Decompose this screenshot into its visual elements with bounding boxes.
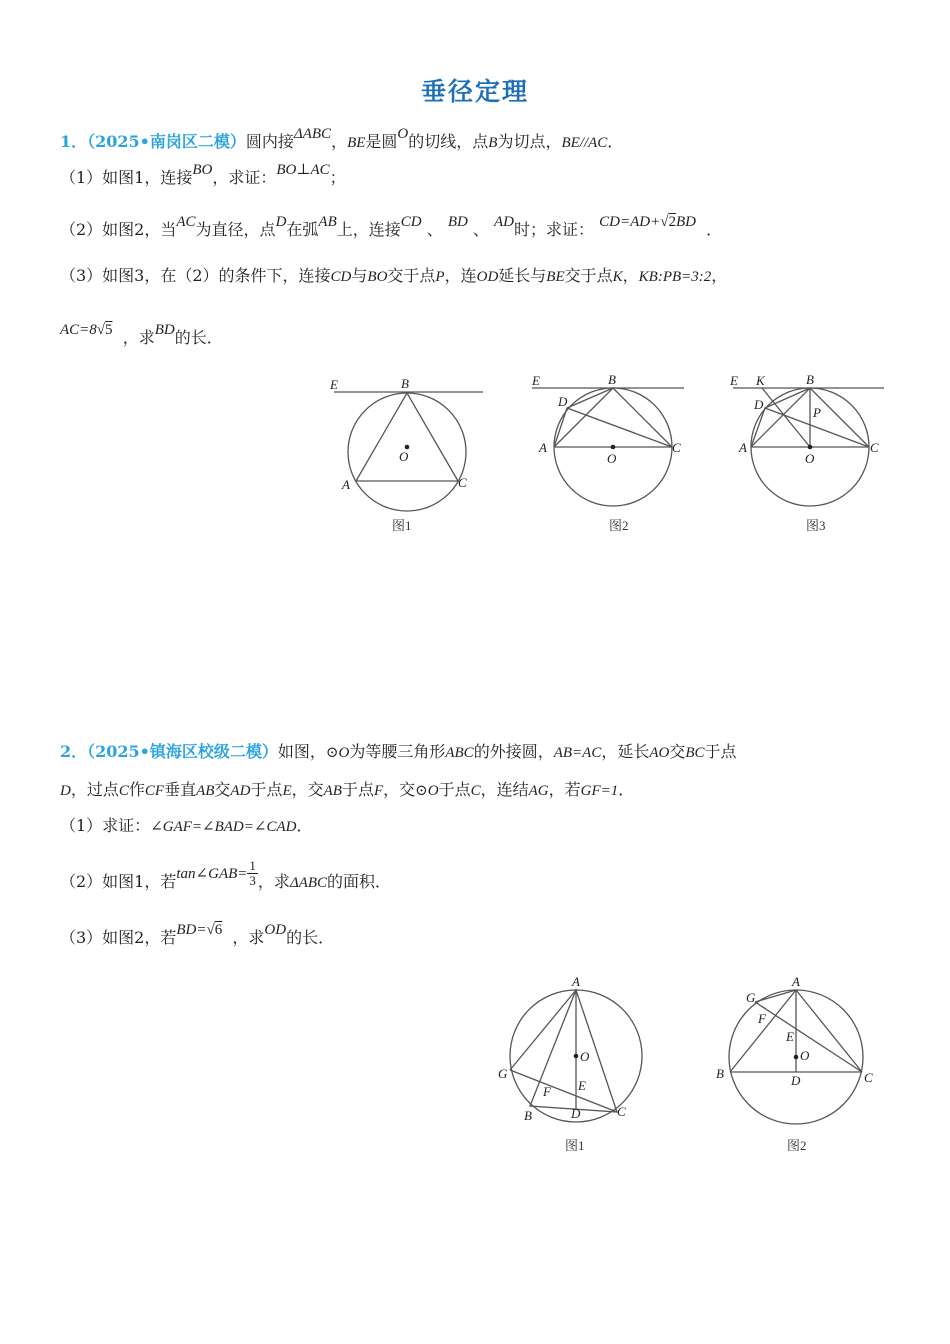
q2-math: AO xyxy=(649,745,670,761)
q2-fig2-label: E xyxy=(786,1029,794,1044)
q2-text: ，交 xyxy=(383,780,416,799)
q1-text: ， xyxy=(331,132,348,151)
q2-math: BC xyxy=(685,745,705,761)
q2-fig2-label: A xyxy=(792,974,800,989)
q2-text: 交 xyxy=(214,780,231,799)
q1-text: ． xyxy=(607,132,624,151)
q1-math: CD xyxy=(330,269,352,285)
q1-text: （2）如图2，当 xyxy=(60,220,177,239)
q2-text: 的外接圆， xyxy=(473,742,554,761)
fig3-label: K xyxy=(756,373,765,388)
q2-math: ABC xyxy=(445,745,474,761)
q2-math: AB xyxy=(323,783,342,799)
q1-text: ，连 xyxy=(444,266,477,285)
fig2-segments-ab-bc xyxy=(554,388,672,447)
q2-fig2-center-dot xyxy=(794,1055,799,1060)
fig1-caption: 图1 xyxy=(392,518,412,533)
q2-text: 垂直 xyxy=(164,780,197,799)
q1-text: 的长． xyxy=(174,328,223,347)
q2-fig2-label: F xyxy=(758,1011,766,1026)
q2-text: ，若 xyxy=(548,780,581,799)
q1-ac-value xyxy=(60,322,113,338)
q2-text: 如图， xyxy=(277,742,326,761)
q1-part2-equation xyxy=(599,214,696,230)
q2-math: GF=1 xyxy=(580,783,619,799)
q2-part2 xyxy=(60,858,900,897)
q1-math: CD xyxy=(400,214,422,230)
q1-text: 的切线，点 xyxy=(408,132,489,151)
q1-part3-cont xyxy=(60,322,900,351)
q2-fig2-label: G xyxy=(746,990,756,1005)
q1-text: （1）如图1，连接 xyxy=(60,168,193,187)
q2-math: 6 xyxy=(214,922,223,938)
q2-fig1-label: G xyxy=(498,1066,508,1081)
q2-fig1-label: D xyxy=(571,1106,581,1121)
fig1-label: O xyxy=(399,449,409,464)
q2-part3 xyxy=(60,922,900,951)
q1-text: 上，连接 xyxy=(336,220,401,239)
q2-text: ，求 xyxy=(232,928,265,947)
q2-bd-value xyxy=(176,922,222,938)
q1-math: 5 xyxy=(105,322,113,338)
q1-math: O xyxy=(397,126,409,142)
q1-text: 与 xyxy=(351,266,368,285)
q2-text: 作 xyxy=(128,780,145,799)
q1-text: 在弧 xyxy=(286,220,319,239)
q2-fig1-caption: 图1 xyxy=(565,1138,585,1153)
fig1-triangle xyxy=(356,393,458,481)
q2-text: ，延长 xyxy=(601,742,650,761)
q2-fig1-segment-ag xyxy=(510,990,576,1070)
q1-part3 xyxy=(60,264,900,289)
q1-math: 2 xyxy=(668,214,676,230)
q2-text: （1）求证： xyxy=(60,816,151,835)
q1-math: ΔABC xyxy=(293,126,332,142)
fig3-label: C xyxy=(870,440,879,455)
q2-math: E xyxy=(282,783,292,799)
fig3-segment-ko xyxy=(762,388,810,447)
q1-math: √ xyxy=(96,322,106,338)
q1-math: AB xyxy=(318,214,337,230)
q1-math: BO xyxy=(367,269,388,285)
q2-number: 2． xyxy=(60,742,88,761)
q2-figures xyxy=(490,970,890,1160)
fig2-label: B xyxy=(608,372,616,387)
q2-math: AB xyxy=(196,783,215,799)
q2-math: ⊙O xyxy=(415,783,439,799)
q2-math: ⊙O xyxy=(325,745,350,761)
q1-math: AC xyxy=(176,214,196,230)
q1-math: BE xyxy=(546,269,565,285)
q2-fig1-label: C xyxy=(617,1104,626,1119)
q1-text: 延长与 xyxy=(498,266,547,285)
fig3-label: B xyxy=(806,372,814,387)
q2-math: F xyxy=(373,783,384,799)
q2-fig1-segment-gc xyxy=(510,1070,617,1112)
q2-stem xyxy=(60,740,900,765)
q2-math: AG xyxy=(528,783,549,799)
q1-text: ， xyxy=(711,266,728,285)
q2-math: AB=AC xyxy=(553,745,602,761)
q1-math: BO xyxy=(192,162,213,178)
fig2-segment-dc xyxy=(567,408,672,447)
q1-math: KB:PB=3:2 xyxy=(638,269,712,285)
page-title: 垂径定理 xyxy=(420,77,529,106)
q1-math: D xyxy=(275,214,287,230)
q2-fig2-label: D xyxy=(791,1073,801,1088)
fig2-center-dot xyxy=(611,445,616,450)
q1-source: （2025•南岗区二模） xyxy=(87,132,246,151)
q2-text: ． xyxy=(296,816,313,835)
fig1-label: B xyxy=(401,376,409,391)
q1-stem xyxy=(60,126,900,155)
q1-math: BO⊥AC xyxy=(276,162,330,178)
q2-text: 的面积． xyxy=(327,872,392,891)
q2-text: ，过点 xyxy=(70,780,119,799)
q1-math: B xyxy=(488,135,498,151)
fig1-label: E xyxy=(330,377,338,392)
q1-math: BE xyxy=(347,135,366,151)
q2-math: √ xyxy=(206,922,215,938)
fig3-label: P xyxy=(813,405,821,420)
q2-fig1-label: A xyxy=(572,974,580,989)
q1-text: 为切点， xyxy=(497,132,562,151)
q2-math: CF xyxy=(144,783,165,799)
q1-figures xyxy=(320,370,900,540)
q2-math: ∠GAF=∠BAD=∠CAD xyxy=(150,819,297,835)
q2-source: （2025•镇海区校级二模） xyxy=(87,742,278,761)
fig1-label: A xyxy=(342,477,350,492)
q1-math: K xyxy=(612,269,623,285)
fig2-label: O xyxy=(607,451,617,466)
fig3-label: O xyxy=(805,451,815,466)
q1-text: 是圆 xyxy=(365,132,398,151)
q1-text: 交于点 xyxy=(564,266,613,285)
q1-math: BD xyxy=(154,322,175,338)
fig3-label: E xyxy=(730,373,738,388)
q2-text: ． xyxy=(618,780,635,799)
q1-math: OD xyxy=(476,269,499,285)
q2-text: 于点 xyxy=(704,742,737,761)
q1-math: AC=8 xyxy=(60,322,97,338)
q1-text: 、 xyxy=(426,220,443,239)
q2-text: ，求 xyxy=(257,872,290,891)
q2-math: C xyxy=(118,783,129,799)
q2-math: OD xyxy=(264,922,287,938)
q2-math: AD xyxy=(230,783,251,799)
q1-math: BD xyxy=(447,214,468,230)
q1-text: 圆内接 xyxy=(245,132,294,151)
q2-math: tan∠GAB= xyxy=(176,866,248,882)
q1-text: 时；求证： xyxy=(514,220,595,239)
q2-text: （2）如图1，若 xyxy=(60,872,177,891)
q2-text: （3）如图2，若 xyxy=(60,928,177,947)
q1-text: （3）如图3，在（2）的条件下，连接 xyxy=(60,266,331,285)
fig1-label: C xyxy=(458,475,467,490)
q1-math: BE//AC xyxy=(561,135,608,151)
fig2-caption: 图2 xyxy=(609,518,629,533)
fig3-center-dot xyxy=(808,445,813,450)
q1-part1 xyxy=(60,162,900,191)
q1-text: 、 xyxy=(472,220,489,239)
fraction-numerator: 1 xyxy=(249,858,256,873)
q1-text: ； xyxy=(329,168,346,187)
q2-fig1-label: O xyxy=(580,1049,590,1064)
fig3-label: D xyxy=(754,397,764,412)
q2-fraction xyxy=(247,859,258,888)
q2-fig1-center-dot xyxy=(574,1054,579,1059)
fig2-label: A xyxy=(539,440,547,455)
q2-text: 于点 xyxy=(341,780,374,799)
q1-math: CD=AD+ xyxy=(599,214,661,230)
q1-text: 为直径，点 xyxy=(195,220,276,239)
q1-math: P xyxy=(435,269,445,285)
q2-fig2-caption: 图2 xyxy=(787,1138,807,1153)
q1-text: 交于点 xyxy=(387,266,436,285)
q2-text: 交 xyxy=(669,742,686,761)
q1-math: BD xyxy=(675,214,696,230)
q2-math: ΔABC xyxy=(289,875,328,891)
q1-text: ． xyxy=(706,220,723,239)
q1-text: ， xyxy=(622,266,639,285)
q2-text: ，交 xyxy=(291,780,324,799)
q2-fig2-label: O xyxy=(800,1048,810,1063)
q2-text: 的长． xyxy=(286,928,335,947)
fig2-label: C xyxy=(672,440,681,455)
q2-fig1-label: E xyxy=(578,1078,586,1093)
q2-fig1-label: F xyxy=(543,1084,551,1099)
q2-math: D xyxy=(60,783,71,799)
q2-fig2-segment-ag xyxy=(755,990,796,1002)
q1-math: √ xyxy=(660,214,669,230)
q2-math: BD= xyxy=(176,922,207,938)
q1-text: ，求证： xyxy=(212,168,277,187)
fraction-denominator: 3 xyxy=(249,873,256,888)
fig3-caption: 图3 xyxy=(806,518,826,533)
q1-math: AD xyxy=(494,214,515,230)
q1-text: ，求 xyxy=(122,328,155,347)
q1-part2 xyxy=(60,214,900,243)
q2-text: ，连结 xyxy=(480,780,529,799)
q2-fig2-label: C xyxy=(864,1070,873,1085)
q2-fig1-label: B xyxy=(524,1108,532,1123)
q2-text: 于点 xyxy=(250,780,283,799)
q2-math: C xyxy=(470,783,481,799)
q1-number: 1． xyxy=(60,132,88,151)
q2-part1 xyxy=(60,814,900,839)
q2-text: 为等腰三角形 xyxy=(349,742,446,761)
q2-stem-cont xyxy=(60,778,900,803)
fig2-label: E xyxy=(532,373,540,388)
q2-text: 于点 xyxy=(438,780,471,799)
q2-fig2-label: B xyxy=(716,1066,724,1081)
fig3-label: A xyxy=(739,440,747,455)
fig2-label: D xyxy=(558,394,568,409)
